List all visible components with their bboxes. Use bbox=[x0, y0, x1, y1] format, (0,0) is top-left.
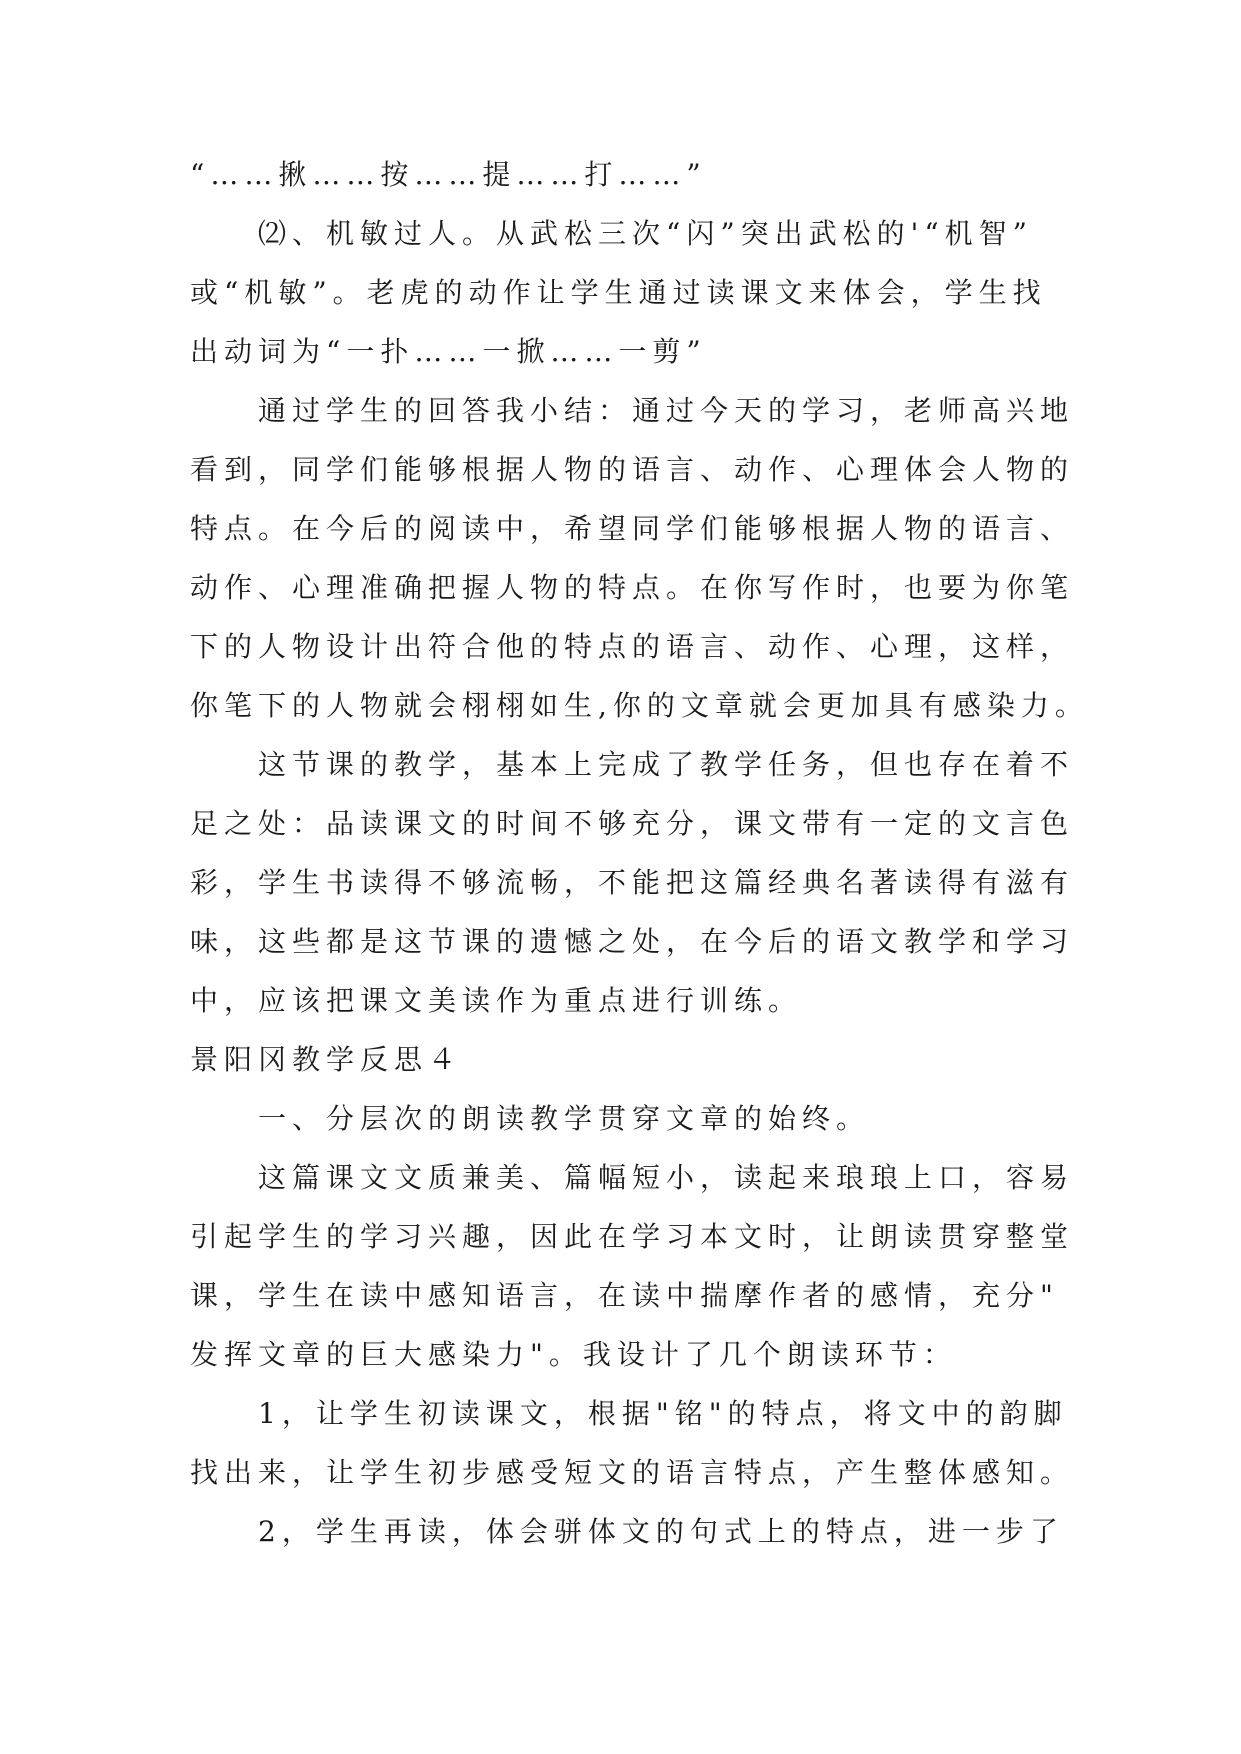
text-line: “……揪……按……提……打……” bbox=[190, 158, 707, 191]
text-line: 你笔下的人物就会栩栩如生,你的文章就会更加具有感染力。 bbox=[190, 689, 1089, 722]
text-line: 中，应该把课文美读作为重点进行训练。 bbox=[190, 984, 803, 1017]
text-line: 这篇课文文质兼美、篇幅短小，读起来琅琅上口，容易 bbox=[258, 1161, 1075, 1194]
text-line: 动作、心理准确把握人物的特点。在你写作时，也要为你笔 bbox=[190, 571, 1075, 604]
text-line: 1，让学生初读课文，根据"铭"的特点，将文中的韵脚 bbox=[258, 1397, 1068, 1430]
text-line: 发挥文章的巨大感染力"。我设计了几个朗读环节： bbox=[190, 1338, 957, 1371]
text-line: 出动词为“一扑……一掀……一剪” bbox=[190, 335, 707, 368]
text-line: 彩，学生书读得不够流畅，不能把这篇经典名著读得有滋有 bbox=[190, 866, 1075, 899]
text-line: 足之处：品读课文的时间不够充分，课文带有一定的文言色 bbox=[190, 807, 1075, 840]
text-line: ⑵、机敏过人。从武松三次“闪”突出武松的'“机智” bbox=[258, 217, 1033, 250]
text-line: 课，学生在读中感知语言，在读中揣摩作者的感情，充分" bbox=[190, 1279, 1059, 1312]
text-line: 景阳冈教学反思４ bbox=[190, 1043, 463, 1076]
text-line: 这节课的教学，基本上完成了教学任务，但也存在着不 bbox=[258, 748, 1075, 781]
text-line: 下的人物设计出符合他的特点的语言、动作、心理，这样， bbox=[190, 630, 1075, 663]
text-line: 通过学生的回答我小结：通过今天的学习，老师高兴地 bbox=[258, 394, 1075, 427]
text-line: 特点。在今后的阅读中，希望同学们能够根据人物的语言、 bbox=[190, 512, 1075, 545]
text-line: 或“机敏”。老虎的动作让学生通过读课文来体会，学生找 bbox=[190, 276, 1047, 309]
text-line: 找出来，让学生初步感受短文的语言特点，产生整体感知。 bbox=[190, 1456, 1075, 1489]
document-page bbox=[190, 145, 1089, 1561]
text-line: 一、分层次的朗读教学贯穿文章的始终。 bbox=[258, 1102, 871, 1135]
text-line: 看到，同学们能够根据人物的语言、动作、心理体会人物的 bbox=[190, 453, 1075, 486]
text-line: 2，学生再读，体会骈体文的句式上的特点，进一步了 bbox=[258, 1515, 1064, 1548]
text-line: 味，这些都是这节课的遗憾之处，在今后的语文教学和学习 bbox=[190, 925, 1075, 958]
text-line: 引起学生的学习兴趣，因此在学习本文时，让朗读贯穿整堂 bbox=[190, 1220, 1075, 1253]
